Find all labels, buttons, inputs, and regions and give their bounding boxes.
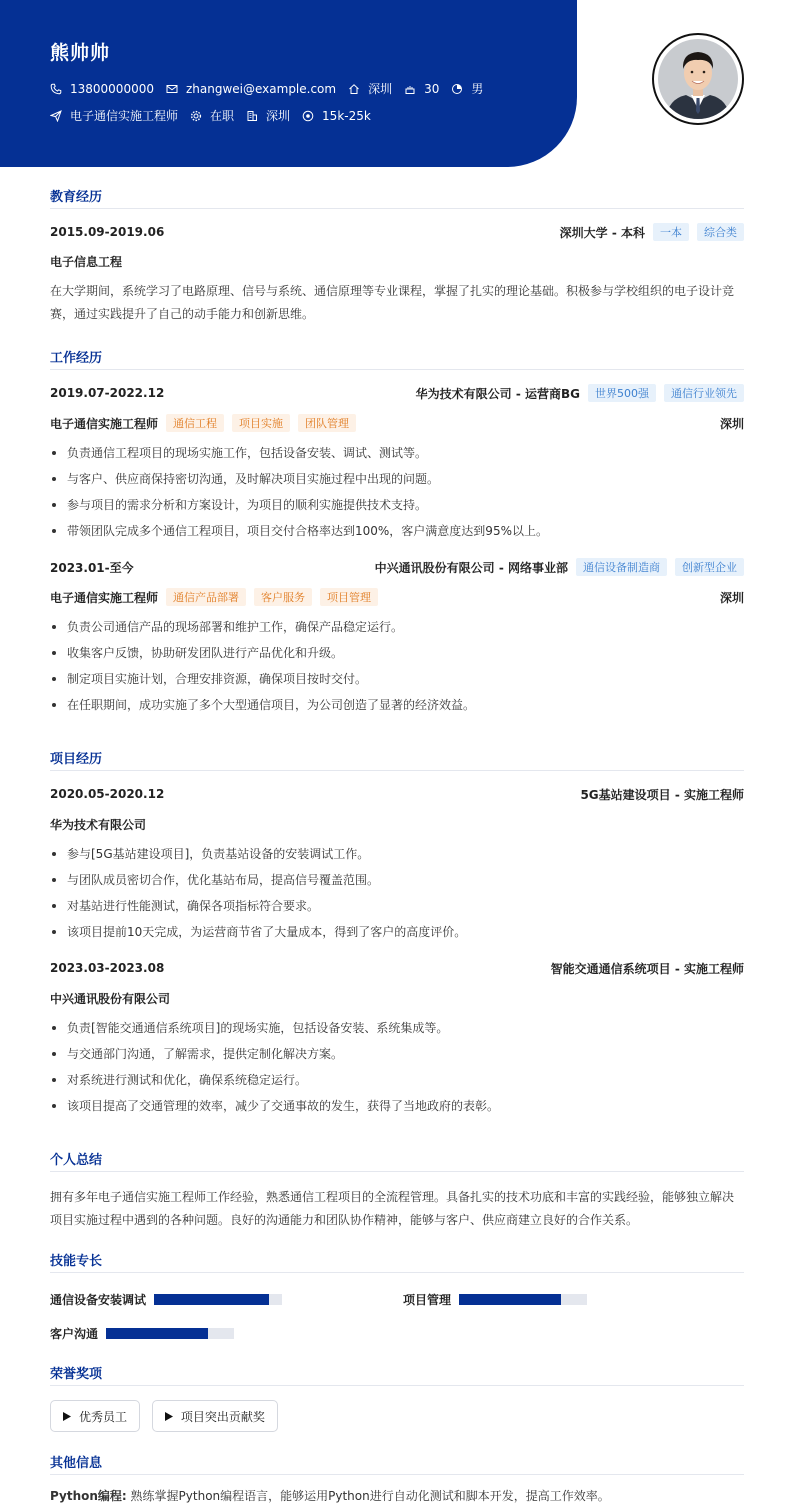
skill-bar-fill [459, 1294, 561, 1305]
project-row [50, 785, 744, 803]
coin-icon [302, 110, 314, 122]
city-item [246, 107, 290, 124]
gender-item [451, 80, 483, 97]
skill-bar [459, 1294, 587, 1305]
phone-item [50, 82, 154, 96]
skill-name: 客户沟通 [50, 1327, 99, 1341]
skill-bar [154, 1294, 282, 1305]
gear-icon [190, 110, 202, 122]
project-item [50, 959, 744, 1119]
position-text: 电子通信实施工程师 [70, 109, 179, 123]
work-role-group [50, 414, 356, 432]
work-company-group [416, 384, 744, 402]
education-title: 教育经历 [50, 186, 744, 209]
work-role: 电子通信实施工程师 [50, 590, 159, 605]
list-item: 制定项目实施计划，合理安排资源，确保项目按时交付。 [50, 666, 744, 692]
work-row [50, 558, 744, 576]
skill-item [403, 1291, 587, 1308]
job-intent-row [50, 107, 383, 124]
skill-bar [106, 1328, 234, 1339]
role-tag: 通信产品部署 [166, 588, 246, 606]
skills-section [50, 1250, 744, 1287]
skill-name: 通信设备安装调试 [50, 1293, 147, 1307]
project-item [50, 785, 744, 945]
summary-text: 拥有多年电子通信实施工程师工作经验，熟悉通信工程项目的全流程管理。具备扎实的技术功底和丰富的实践经验，能够独立解决项目实施过程中遇到的各种问题。良好的沟通能力和团队协作精神，能够与客户、供应商建立良好的合作关系。 [50, 1190, 735, 1227]
school-tag: 综合类 [697, 223, 744, 241]
project-company: 华为技术有限公司 [50, 817, 147, 832]
work-item [50, 558, 744, 718]
salary-item [302, 109, 371, 123]
company-tag: 通信设备制造商 [576, 558, 667, 576]
email-text[interactable]: zhangwei@example.com [185, 81, 337, 96]
list-item: 与团队成员密切合作，优化基站布局，提高信号覆盖范围。 [50, 867, 744, 893]
school-tag: 一本 [653, 223, 689, 241]
work-row [50, 384, 744, 402]
age-item [404, 82, 439, 96]
project-company-row [50, 989, 744, 1007]
role-tag: 团队管理 [298, 414, 356, 432]
award-name: 优秀员工 [79, 1409, 128, 1424]
award-name: 项目突出贡献奖 [180, 1409, 265, 1424]
education-school-group [560, 223, 744, 241]
mail-icon [166, 83, 178, 95]
awards-list [50, 1400, 744, 1432]
project-bullets [50, 1015, 744, 1119]
work-role-row [50, 588, 744, 606]
work-title: 工作经历 [50, 347, 744, 370]
company-tag: 创新型企业 [675, 558, 744, 576]
project-name: 智能交通通信系统项目 - 实施工程师 [550, 961, 744, 976]
awards-section [50, 1363, 744, 1432]
play-triangle-icon [63, 1412, 71, 1421]
company-tag: 通信行业领先 [664, 384, 744, 402]
work-city: 深圳 [719, 416, 744, 431]
skills-title: 技能专长 [50, 1250, 744, 1273]
list-item: 负责公司通信产品的现场部署和维护工作，确保产品稳定运行。 [50, 614, 744, 640]
list-item: 参与项目的需求分析和方案设计，为项目的顺利实施提供技术支持。 [50, 492, 744, 518]
award-badge [152, 1400, 278, 1432]
list-item: 与客户、供应商保持密切沟通，及时解决项目实施过程中出现的问题。 [50, 466, 744, 492]
skill-name: 项目管理 [403, 1293, 452, 1307]
work-company: 中兴通讯股份有限公司 - 网络事业部 [374, 560, 568, 575]
skill-bar-fill [106, 1328, 208, 1339]
play-triangle-icon [165, 1412, 173, 1421]
phone-icon [50, 83, 62, 95]
position-item [50, 107, 178, 124]
list-item: 收集客户反馈，协助研发团队进行产品优化和升级。 [50, 640, 744, 666]
other-text: 熟练掌握Python编程语言，能够运用Python进行自动化测试和脚本开发，提高工作效率。 [130, 1489, 610, 1503]
list-item: 该项目提前10天完成，为运营商节省了大量成本，得到了客户的高度评价。 [50, 919, 744, 945]
avatar [652, 33, 744, 125]
role-tag: 通信工程 [166, 414, 224, 432]
email-item [166, 82, 336, 96]
project-date: 2023.03-2023.08 [50, 961, 165, 975]
list-item: 负责[智能交通通信系统项目]的现场实施，包括设备安装、系统集成等。 [50, 1015, 744, 1041]
summary-title: 个人总结 [50, 1149, 744, 1172]
list-item: 对系统进行测试和优化，确保系统稳定运行。 [50, 1067, 744, 1093]
work-bullets [50, 614, 744, 718]
work-item [50, 384, 744, 544]
project-company: 中兴通讯股份有限公司 [50, 991, 171, 1006]
work-company: 华为技术有限公司 - 运营商BG [415, 386, 580, 401]
summary-section [50, 1149, 744, 1232]
company-tag: 世界500强 [588, 384, 656, 402]
contact-row [50, 80, 495, 97]
salary-text: 15k-25k [322, 108, 371, 123]
project-name: 5G基站建设项目 - 实施工程师 [580, 787, 744, 802]
skill-item [50, 1291, 282, 1308]
award-badge [50, 1400, 140, 1432]
project-company-row [50, 815, 744, 833]
list-item: 带领团队完成多个通信工程项目，项目交付合格率达到100%，客户满意度达到95%以上。 [50, 518, 744, 544]
project-bullets [50, 841, 744, 945]
work-role-row [50, 414, 744, 432]
education-description: 在大学期间，系统学习了电路原理、信号与系统、通信原理等专业课程，掌握了扎实的理论基础。积极参与学校组织的电子设计竞赛，通过实践提升了自己的动手能力和创新思维。 [50, 284, 735, 321]
skill-bar-fill [154, 1294, 269, 1305]
send-icon [50, 110, 62, 122]
education-section [50, 186, 744, 326]
skill-item [50, 1325, 234, 1342]
other-section [50, 1452, 744, 1508]
education-school: 深圳大学 - 本科 [559, 225, 645, 240]
list-item: 在任职期间，成功实施了多个大型通信项目，为公司创造了显著的经济效益。 [50, 692, 744, 718]
gender-icon [451, 83, 463, 95]
status-item [190, 107, 234, 124]
candidate-name: 熊帅帅 [50, 42, 111, 64]
work-bullets [50, 440, 744, 544]
list-item: 负责通信工程项目的现场实施工作，包括设备安装、调试、测试等。 [50, 440, 744, 466]
work-role: 电子通信实施工程师 [50, 416, 159, 431]
building-icon [246, 110, 258, 122]
other-label: Python编程: [50, 1489, 127, 1503]
role-tag: 项目管理 [320, 588, 378, 606]
list-item: 该项目提高了交通管理的效率，减少了交通事故的发生，获得了当地政府的表彰。 [50, 1093, 744, 1119]
city-text: 深圳 [266, 109, 291, 123]
work-date: 2023.01-至今 [50, 560, 134, 575]
age-text: 30 [424, 81, 440, 96]
work-section [50, 347, 744, 718]
status-text: 在职 [210, 109, 235, 123]
avatar-portrait [658, 39, 738, 119]
awards-title: 荣誉奖项 [50, 1363, 744, 1386]
role-tag: 项目实施 [232, 414, 290, 432]
home-icon [348, 83, 360, 95]
list-item: 与交通部门沟通，了解需求，提供定制化解决方案。 [50, 1041, 744, 1067]
resume-header [0, 0, 577, 167]
work-city: 深圳 [719, 590, 744, 605]
other-text-row [50, 1485, 744, 1508]
list-item: 参与[5G基站建设项目]，负责基站设备的安装调试工作。 [50, 841, 744, 867]
list-item: 对基站进行性能测试，确保各项指标符合要求。 [50, 893, 744, 919]
role-tag: 客户服务 [254, 588, 312, 606]
projects-title: 项目经历 [50, 748, 744, 771]
education-major: 电子信息工程 [50, 255, 123, 269]
other-title: 其他信息 [50, 1452, 744, 1475]
location-text: 深圳 [368, 82, 393, 96]
education-date: 2015.09-2019.06 [50, 225, 165, 239]
cake-icon [404, 83, 416, 95]
phone-text[interactable]: 13800000000 [70, 81, 154, 96]
project-row [50, 959, 744, 977]
work-role-group [50, 588, 378, 606]
work-date: 2019.07-2022.12 [50, 386, 165, 400]
work-company-group [375, 558, 744, 576]
location-item [348, 80, 392, 97]
education-row [50, 223, 744, 241]
project-date: 2020.05-2020.12 [50, 787, 165, 801]
projects-section [50, 748, 744, 1119]
gender-text: 男 [471, 82, 484, 96]
